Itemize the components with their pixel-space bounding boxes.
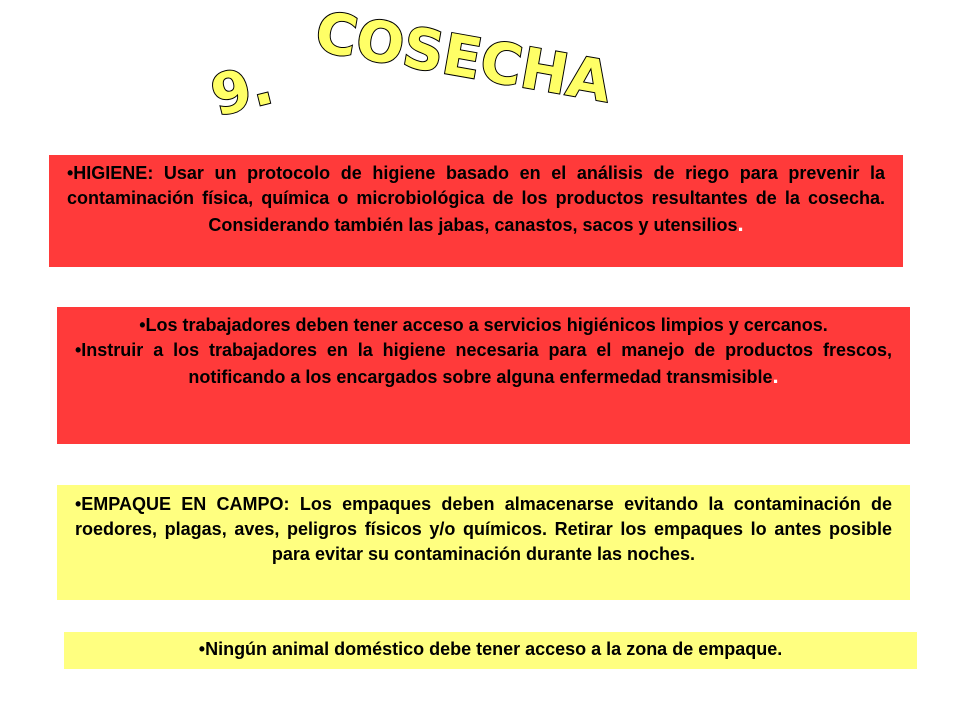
title-wordart <box>200 0 640 140</box>
title-word: COSECHA <box>310 0 616 116</box>
hygiene-box <box>49 155 903 267</box>
packing-text: •EMPAQUE EN CAMPO: Los empaques deben almacenarse evitando la contaminación de roedores, plagas, aves, peligros físicos y/o químicos. Retirar los empaques lo antes posible para evitar su contaminación durante las noches. <box>75 494 892 564</box>
packing-box <box>57 485 910 600</box>
workers-box <box>57 307 910 444</box>
slide-title <box>200 0 640 140</box>
animals-box <box>64 632 917 669</box>
animals-text: •Ningún animal doméstico debe tener acceso a la zona de empaque. <box>198 639 783 659</box>
hygiene-period: . <box>737 211 744 236</box>
hygiene-text: •HIGIENE: Usar un protocolo de higiene basado en el análisis de riego para prevenir la contaminación física, química o microbiológica de los productos resultantes de la cosecha. Considerando también las jabas, canastos, sacos y utensilios <box>67 163 885 235</box>
workers-item-2-text: •Instruir a los trabajadores en la higiene necesaria para el manejo de productos frescos, notificando a los encargados sobre alguna enfermedad transmisible <box>75 340 892 387</box>
workers-item-1: •Los trabajadores deben tener acceso a servicios higiénicos limpios y cercanos. <box>139 315 828 335</box>
hygiene-paragraph <box>67 161 885 238</box>
title-number: 9. <box>204 51 280 130</box>
workers-item-2 <box>75 338 892 390</box>
workers-period: . <box>772 363 779 388</box>
